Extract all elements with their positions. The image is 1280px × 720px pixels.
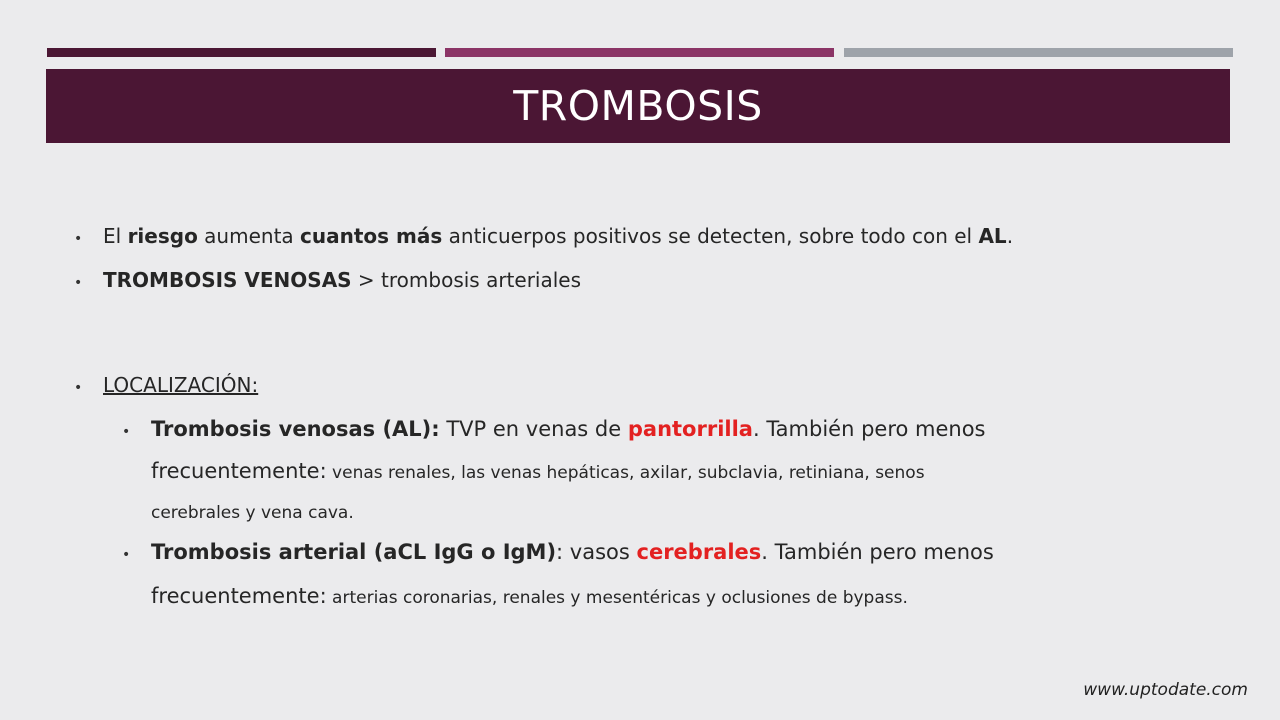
text-run: . [1006, 224, 1014, 248]
text-run-highlight: pantorrilla [627, 417, 753, 441]
text-run: El [103, 224, 128, 248]
bullet-dot: • [74, 380, 83, 396]
bullet-dot: • [74, 231, 83, 247]
source-text: www.uptodate.com [1083, 680, 1248, 700]
subbullet-venosas [122, 417, 986, 441]
text-run-small: arterias coronarias, renales y mesentéricas y oclusiones de bypass. [326, 588, 908, 608]
text-run-bold: cuantos más [300, 224, 443, 248]
text-run: > trombosis arteriales [351, 268, 582, 292]
subbullet-arterial [122, 540, 994, 564]
bullet-text [151, 540, 994, 564]
subbullet-venosas-line2 [151, 459, 925, 483]
subbullet-venosas-line3: cerebrales y vena cava. [151, 503, 354, 523]
bullet-text [103, 224, 1013, 248]
bullet-dot: • [122, 547, 131, 563]
text-run: : vasos [556, 540, 637, 564]
bullet-riesgo [74, 224, 1013, 248]
accent-bar-2 [445, 48, 834, 57]
bullet-trombosis-venosas [74, 268, 581, 292]
text-run: . También pero menos [752, 417, 986, 441]
accent-bar-1 [47, 48, 436, 57]
text-run-bold: Trombosis arterial (aCL IgG o IgM) [151, 540, 557, 564]
text-run: . También pero menos [761, 540, 994, 564]
text-run-small: venas renales, las venas hepáticas, axilar, subclavia, retiniana, senos [326, 463, 925, 483]
text-run-highlight: cerebrales [636, 540, 762, 564]
accent-bar-3 [844, 48, 1233, 57]
slide-title: TROMBOSIS [513, 82, 763, 130]
text-run-bold: AL [978, 224, 1007, 248]
bullet-localizacion [74, 373, 258, 397]
text-run: frecuentemente: [151, 459, 327, 483]
text-run: aumenta [197, 224, 301, 248]
text-run: frecuentemente: [151, 584, 327, 608]
bullet-text [103, 268, 581, 292]
text-run: anticuerpos positivos se detecten, sobre todo con el [442, 224, 979, 248]
title-band [46, 69, 1230, 143]
bullet-dot: • [122, 424, 131, 440]
bullet-dot: • [74, 275, 83, 291]
text-run-bold: TROMBOSIS VENOSAS [103, 268, 352, 292]
text-run-bold: Trombosis venosas (AL): [151, 417, 440, 441]
text-run: TVP en venas de [439, 417, 628, 441]
text-run-bold: riesgo [127, 224, 198, 248]
bullet-text: LOCALIZACIÓN: [103, 373, 259, 397]
subbullet-arterial-line2 [151, 584, 908, 608]
bullet-text [151, 417, 986, 441]
